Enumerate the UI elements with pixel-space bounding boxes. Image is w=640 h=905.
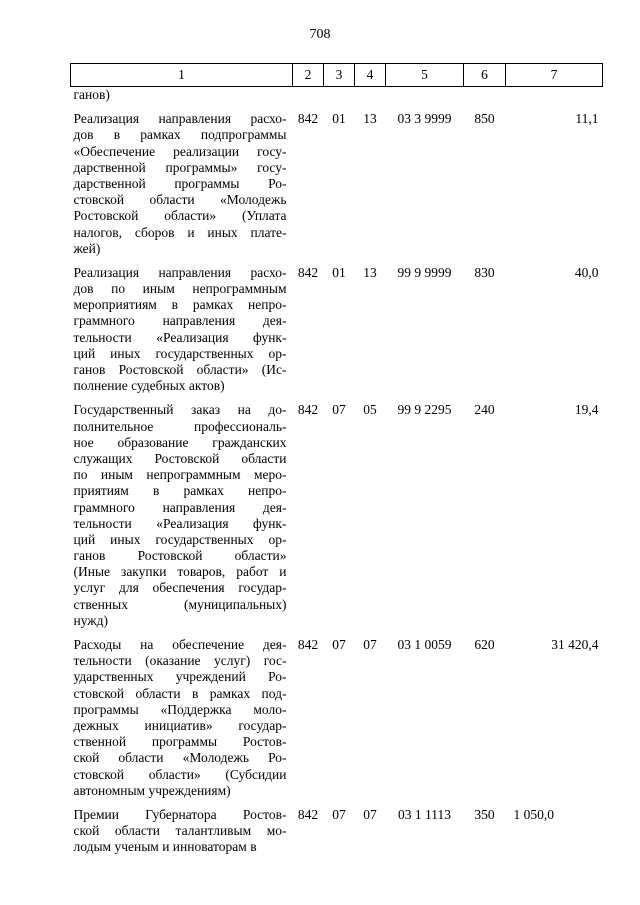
description-line: ное образование гражданских (73, 434, 287, 450)
amount-value: 31 420,4 (551, 637, 599, 652)
description-line: дарственной программы» госу- (73, 159, 287, 175)
description-line: ганов Ростовской области» (73, 548, 287, 564)
description-line: Реализация направления расхо- (73, 264, 287, 280)
target-article-code: 03 1 0059 (397, 637, 452, 652)
row-description (71, 799, 293, 856)
row-description (71, 629, 293, 799)
description-line: дов в рамках подпрограммы (73, 127, 287, 143)
description-line: ской области «Молодежь Ро- (73, 750, 287, 766)
table-row (71, 799, 603, 856)
description-line: тельности «Реализация функ- (73, 515, 287, 531)
description-line: ственной программы Ростов- (73, 734, 287, 750)
expense-type-code (464, 87, 506, 104)
description-line: служащих Ростовской области (73, 450, 287, 466)
amount-value (506, 87, 603, 104)
description-line: полнение судебных актов) (73, 378, 225, 394)
description-line: автономным учреждениям) (73, 782, 231, 798)
description-line: нужд) (73, 612, 108, 628)
expense-type-code: 240 (474, 402, 495, 418)
description-line: тельности «Реализация функ- (73, 329, 287, 345)
description-line: «Обеспечение реализации госу- (73, 143, 287, 159)
header-col-5: 5 (386, 64, 464, 87)
description-line: жей) (73, 240, 101, 256)
row-description (71, 87, 293, 104)
description-line: Реализация направления расхо- (73, 111, 287, 127)
target-article-code: 99 9 2295 (397, 402, 452, 418)
ministry-code: 842 (297, 264, 319, 280)
description-line: стовской области в рамках под- (73, 685, 287, 701)
description-line: ганов) (73, 87, 110, 102)
description-line: полнительное профессиональ- (73, 418, 287, 434)
table-header-row (71, 64, 603, 87)
target-article-code (386, 87, 464, 104)
ministry-code: 842 (297, 111, 319, 127)
description-line: по иным непрограммным меро- (73, 467, 287, 483)
description-line: приятиям в рамках непро- (73, 483, 287, 499)
section-code: 01 (332, 111, 346, 127)
target-article-code: 99 9 9999 (397, 264, 452, 280)
description-line: дов по иным непрограммным (73, 281, 287, 297)
expense-type-code: 350 (474, 806, 495, 822)
expense-type-code: 830 (474, 264, 495, 280)
subsection-code (355, 87, 386, 104)
header-col-3: 3 (324, 64, 355, 87)
description-line: Ростовской области» (Уплата (73, 208, 287, 224)
amount-value: 11,1 (575, 111, 599, 127)
description-line: Государственный заказ на до- (73, 402, 287, 418)
table-row (71, 629, 603, 799)
description-line: граммного направления дея- (73, 313, 287, 329)
row-description (71, 394, 293, 629)
description-line: дежных инициатив» государ- (73, 717, 287, 733)
ministry-code: 842 (297, 637, 319, 652)
description-line: лодым ученым и инноваторам в (73, 839, 257, 855)
amount-value: 19,4 (574, 402, 599, 418)
description-line: граммного направления дея- (73, 499, 287, 515)
description-line: ций иных государственных ор- (73, 531, 287, 547)
description-line: программы «Поддержка моло- (73, 701, 287, 717)
description-line: стовской области «Молодежь (73, 192, 287, 208)
subsection-code: 07 (363, 806, 377, 822)
description-line: ций иных государственных ор- (73, 345, 287, 361)
table-row (71, 257, 603, 395)
ministry-code: 842 (297, 402, 319, 418)
header-col-7: 7 (506, 64, 603, 87)
target-article-code: 03 1 1113 (398, 806, 451, 822)
section-code: 01 (332, 264, 346, 280)
description-line: мероприятиям в рамках непро- (73, 297, 287, 313)
header-col-4: 4 (355, 64, 386, 87)
amount-value: 40,0 (574, 264, 599, 280)
section-code: 07 (332, 402, 346, 418)
description-line: ударственных учреждений Ро- (73, 669, 287, 685)
row-description (71, 257, 293, 395)
target-article-code: 03 3 9999 (397, 111, 452, 127)
section-code (324, 87, 355, 104)
description-line: дарственной программы Ро- (73, 175, 287, 191)
subsection-code: 07 (363, 637, 377, 652)
subsection-code: 13 (363, 111, 377, 127)
amount-value: 1 050,0 (513, 806, 554, 822)
description-line: ганов Ростовской области» (Ис- (73, 362, 287, 377)
description-line: Расходы на обеспечение дея- (73, 637, 287, 652)
description-line: ственных (муниципальных) (73, 596, 287, 612)
section-code: 07 (332, 637, 346, 652)
table-row (71, 103, 603, 257)
header-col-2: 2 (293, 64, 324, 87)
page-number: 708 (309, 27, 331, 42)
header-col-6: 6 (464, 64, 506, 87)
description-line: тельности (оказание услуг) гос- (73, 653, 287, 669)
expense-type-code: 850 (474, 111, 495, 127)
ministry-code: 842 (297, 806, 319, 822)
subsection-code: 13 (363, 264, 377, 280)
description-line: услуг для обеспечения государ- (73, 580, 287, 596)
description-line: ской области талантливым мо- (73, 823, 287, 839)
section-code: 07 (332, 806, 346, 822)
table-row (71, 394, 603, 629)
table-row (71, 87, 603, 104)
subsection-code: 05 (363, 402, 377, 418)
budget-table (70, 63, 603, 855)
description-line: Премии Губернатора Ростов- (73, 806, 287, 822)
expense-type-code: 620 (474, 637, 495, 652)
header-col-1: 1 (71, 64, 293, 87)
ministry-code (293, 87, 324, 104)
row-description (71, 103, 293, 257)
description-line: (Иные закупки товаров, работ и (73, 564, 287, 580)
description-line: стовской области» (Субсидии (73, 766, 287, 782)
description-line: налогов, сборов и иных плате- (73, 224, 287, 240)
